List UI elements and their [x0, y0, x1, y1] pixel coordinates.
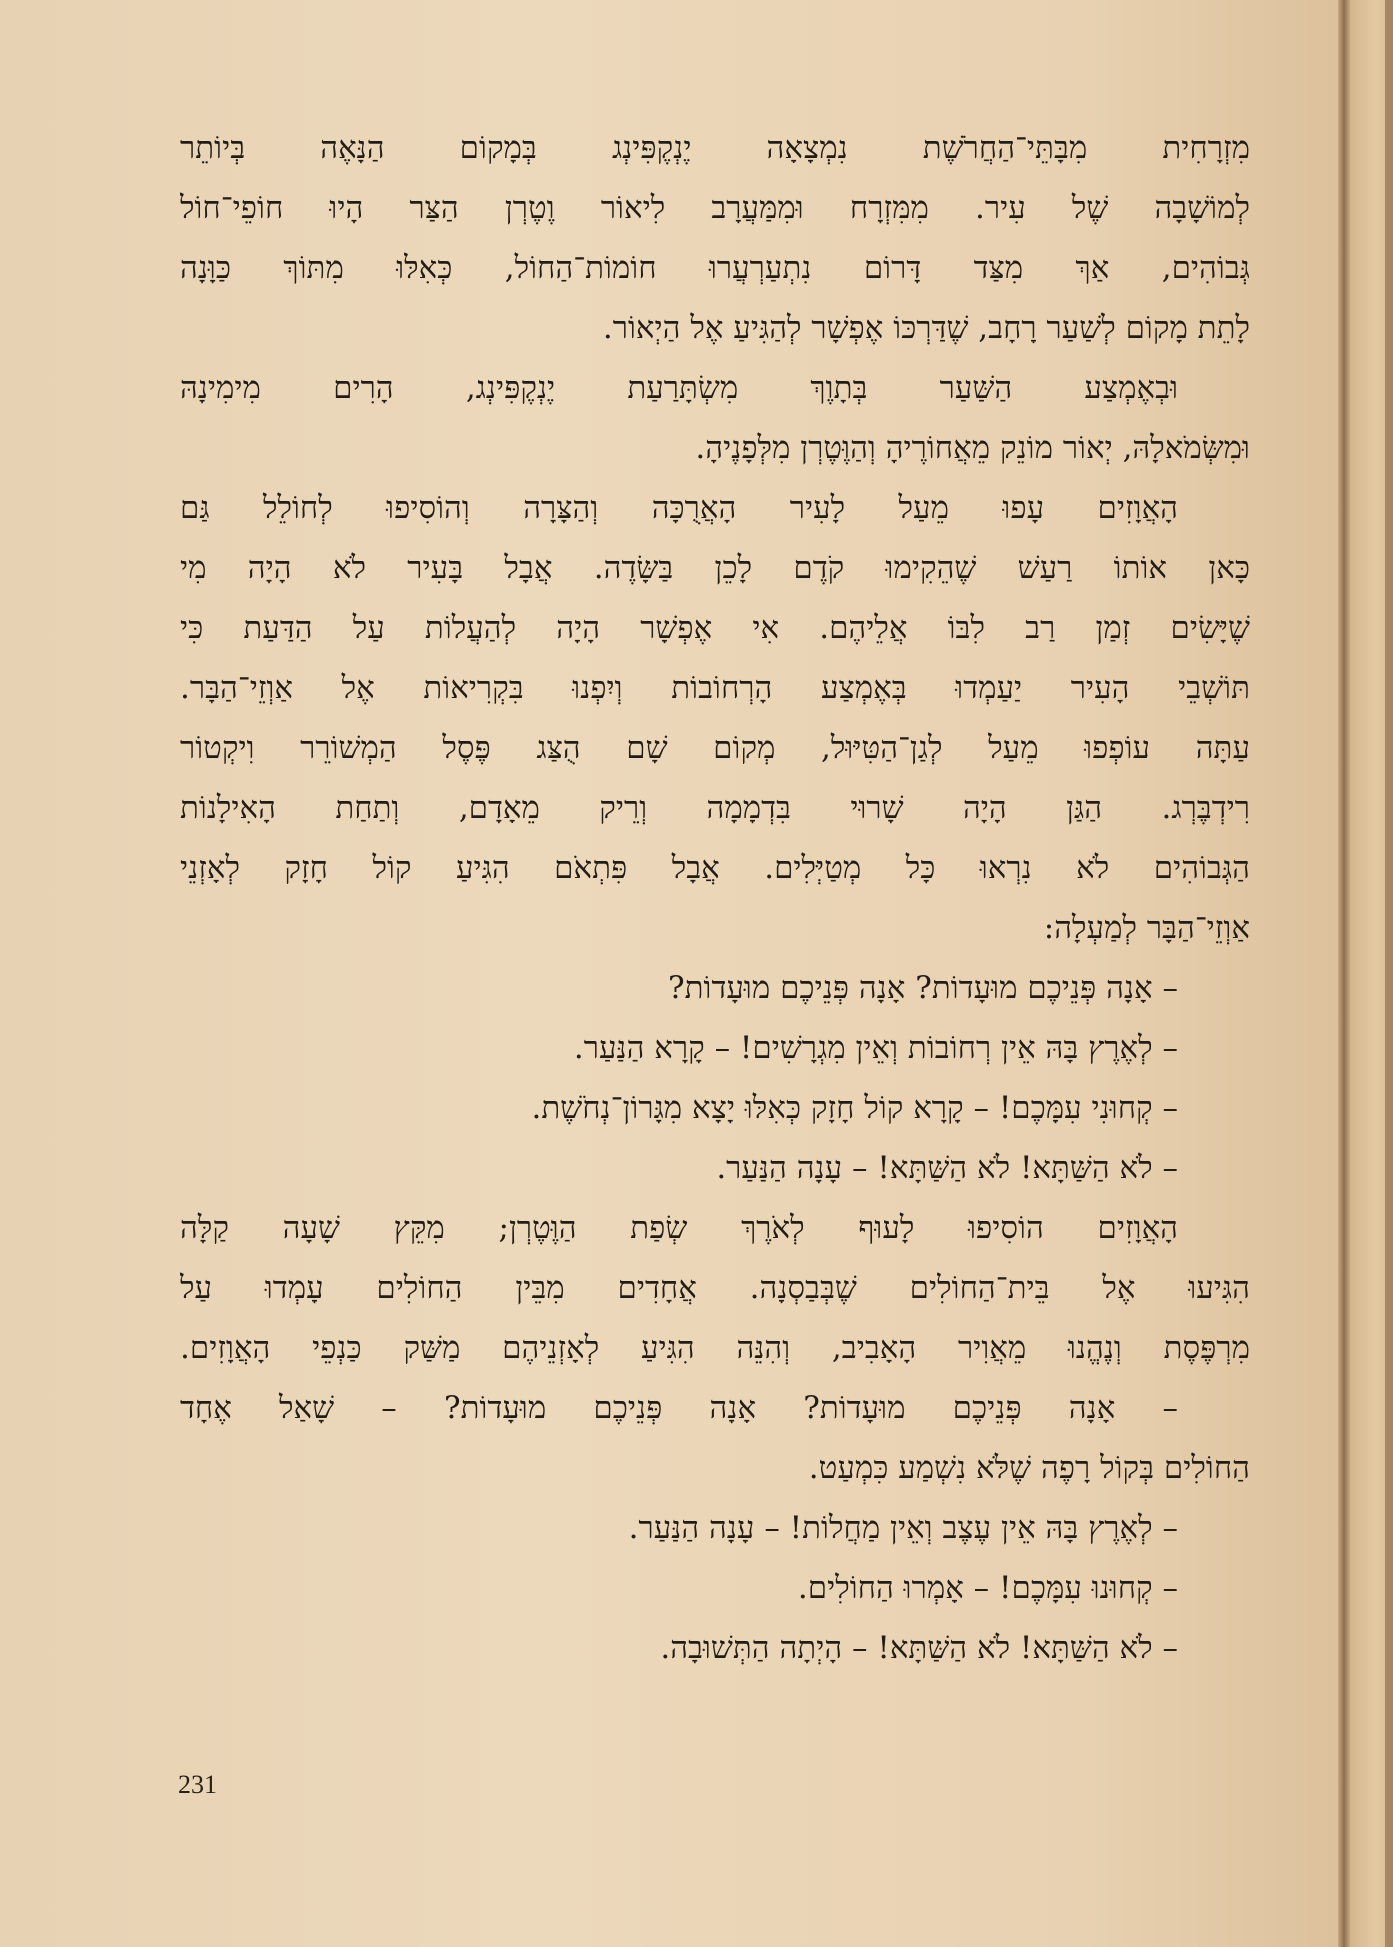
text-line: עַתָּה עוֹפְפוּ מֵעַל לְגַן־הַטִּיּוּל, מְקוֹם שָׁם הֻצַּג פֶּסֶל הַמְשׁוֹרֵר וִיקְטוֹר: [180, 730, 1250, 766]
text-line: לָתֵת מָקוֹם לְשַׁעַר רָחָב, שֶׁדַּרְכּוֹ אֶפְשָׁר לְהַגִּיעַ אֶל הַיְאוֹר.: [602, 310, 1250, 346]
text-line: תּוֹשְׁבֵי הָעִיר יַעַמְדוּ בְּאֶמְצַע הָרְחוֹבוֹת וְיִפְנוּ בִּקְרִיאוֹת אֶל אַוְזֵי־הַבָּר.: [180, 670, 1250, 706]
text-line: כָּאן אוֹתוֹ רַעַשׁ שֶׁהֵקִימוּ קֹדֶם לָכֵן בַּשָּׂדֶה. אֲבָל בָּעִיר לֹא הָיָה מִי: [180, 550, 1250, 586]
text-line: – אָנָה פְּנֵיכֶם מוּעָדוֹת? אָנָה פְּנֵיכֶם מוּעָדוֹת?: [668, 970, 1178, 1006]
text-line: אַוְזֵי־הַבָּר לְמַעְלָה:: [1043, 910, 1250, 946]
text-line: הָאֲוָזִים הוֹסִיפוּ לָעוּף לְאֹרֶךְ שְׂפַת הַוֶּטֶרְן; מִקֵּץ שָׁעָה קַלָּה: [180, 1210, 1178, 1246]
text-line: וּבְאֶמְצַע הַשַּׁעַר בְּתָוֶךְ מִשְׂתָּרַעַת יֶנְקֶפִּינְג, הָרִים מִימִינָהּ: [180, 370, 1178, 406]
text-line: הַגְּבוֹהִים לֹא נִרְאוּ כָּל מְטַיְּלִים. אֲבָל פִּתְאֹם הִגִּיעַ קוֹל חָזָק לְאָזְנֵי: [180, 850, 1250, 886]
text-line: הָאֲוָזִים עָפוּ מֵעַל לָעִיר הָאֲרֻכָּה וְהַצָּרָה וְהוֹסִיפוּ לְחוֹלֵל גַּם: [180, 490, 1178, 526]
text-line: – אָנָה פְּנֵיכֶם מוּעָדוֹת? אָנָה פְּנֵיכֶם מוּעָדוֹת? – שָׁאַל אֶחָד: [180, 1390, 1178, 1426]
book-binding-edge: [1385, 0, 1393, 1947]
text-line: – לֹא הַשַּׁתָּא! לֹא הַשַּׁתָּא! – עָנָה הַנַּעַר.: [716, 1150, 1178, 1186]
text-line: – קְחוּנִי עִמָּכֶם! – קָרָא קוֹל חָזָק כְּאִלּוּ יָצָא מִגָּרוֹן־נְחֹשֶׁת.: [531, 1090, 1178, 1126]
text-line: גְּבוֹהִים, אַךְ מִצַּד דָּרוֹם נִתְעַרְעֲרוּ חוֹמוֹת־הַחוֹל, כְּאִלּוּ מִתּוֹךְ כַּוָּנָה: [180, 250, 1250, 286]
hebrew-text-block: [180, 118, 1250, 1678]
text-line: מִזְרָחִית מִבָּתֵּי־הַחֲרֹשֶׁת נִמְצָאָה יֶנְקֶפִּינְג בְּמָקוֹם הַנָּאֶה בְּיוֹתֵר: [180, 130, 1250, 166]
text-line: וּמִשְּׂמֹאלָהּ, יְאוֹר מוֹנֵק מֵאֲחוֹרֶיהָ וְהַוֶּטֶרְן מִלְּפָנֶיהָ.: [695, 430, 1250, 466]
book-gutter: [1338, 0, 1350, 1947]
text-line: – קְחוּנוּ עִמָּכֶם! – אָמְרוּ הַחוֹלִים.: [797, 1570, 1178, 1606]
text-line: – לֹא הַשַּׁתָּא! לֹא הַשַּׁתָּא! – הָיְתָה הַתְּשׁוּבָה.: [660, 1630, 1178, 1666]
text-line: – לְאֶרֶץ בָּהּ אֵין רְחוֹבוֹת וְאֵין מִגְרָשִׁים! – קָרָא הַנַּעַר.: [573, 1030, 1178, 1066]
text-line: לְמוֹשָׁבָה שֶׁל עִיר. מִמִּזְרָח וּמִמַּעֲרָב לִיאוֹר וֶטֶרְן הַצַּר הָיוּ חוֹפֵי־חוֹל: [180, 190, 1250, 226]
text-line: הִגִּיעוּ אֶל בֵּית־הַחוֹלִים שֶׁבְּבַסְנָה. אֲחָדִים מִבֵּין הַחוֹלִים עָמְדוּ עַל: [180, 1270, 1250, 1306]
text-line: מִרְפֶּסֶת וְנֶהֱנוּ מֵאֲוִיר הָאָבִיב, וְהִנֵּה הִגִּיעַ לְאָזְנֵיהֶם מַשַּׁק כַּנְפֵי הָאֲוָזִים.: [180, 1330, 1250, 1366]
page-number: 231: [178, 1770, 217, 1799]
text-line: רִידְבֶּרְג. הַגַּן הָיָה שָׁרוּי בִּדְמָמָה וְרֵיק מֵאָדָם, וְתַחַת הָאִילָנוֹת: [180, 790, 1250, 826]
text-line: שֶׁיָּשִׂים זְמַן רַב לִבּוֹ אֲלֵיהֶם. אִי אֶפְשָׁר הָיָה לְהַעֲלוֹת עַל הַדַּעַת כִּי: [180, 610, 1250, 646]
text-line: הַחוֹלִים בְּקוֹל רָפֶה שֶׁלֹּא נִשְׁמַע כִּמְעַט.: [808, 1450, 1250, 1486]
text-line: – לְאֶרֶץ בָּהּ אֵין עֶצֶב וְאֵין מַחֲלוֹת! – עָנָה הַנַּעַר.: [628, 1510, 1178, 1546]
